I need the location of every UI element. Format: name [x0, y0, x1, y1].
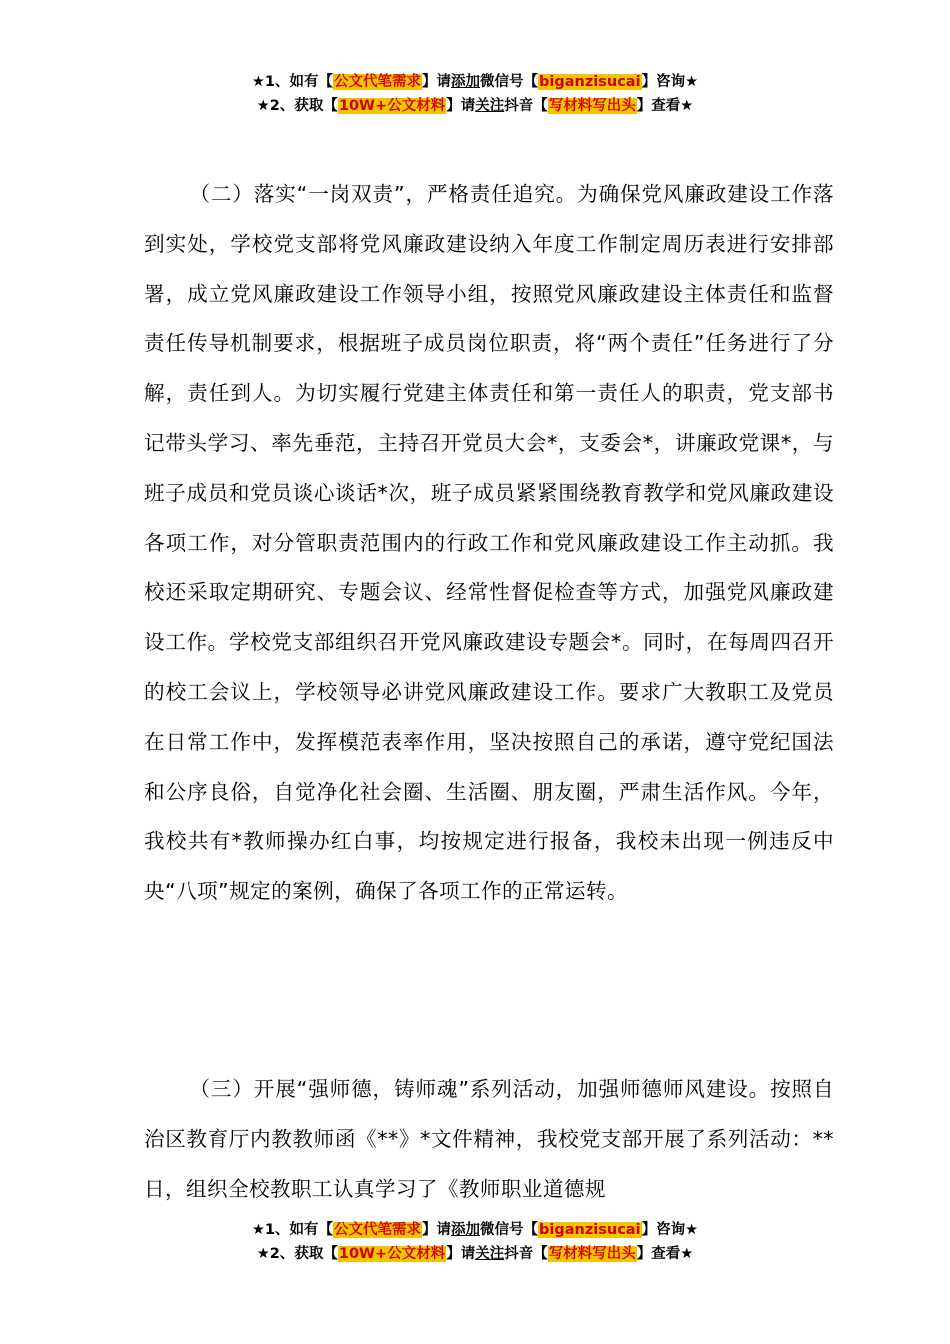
banner-line-1 [0, 70, 950, 94]
highlight-wechat-id: biganzisucai [539, 74, 641, 90]
banner-underlined: 关注 [475, 1246, 505, 1262]
highlight-douyin: 写材料写出头 [548, 98, 636, 114]
header-banner [0, 70, 950, 118]
highlight-wechat-id: biganzisucai [539, 1222, 641, 1238]
banner-text: 】查看★ [636, 1246, 694, 1262]
banner-line-2 [0, 1242, 950, 1266]
banner-line-2 [0, 94, 950, 118]
banner-underlined: 添加 [451, 74, 481, 90]
highlight-materials: 10W+公文材料 [338, 98, 446, 114]
paragraph-text: （三）开展“强师德，铸师魂”系列活动，加强师德师风建设。按照自治区教育厅内教教师函《**》*文件精神，我校党支部开展了系列活动：**日，组织全校教职工认真学习了《教师职业道德规 [144, 1077, 834, 1201]
banner-text: ★1、如有【 [251, 74, 334, 90]
banner-text: 】咨询★ [641, 74, 699, 90]
highlight-douyin: 写材料写出头 [548, 1246, 636, 1262]
banner-text: 微信号【 [480, 1222, 539, 1238]
banner-text: 】查看★ [636, 98, 694, 114]
banner-text: 】请 [422, 1222, 452, 1238]
paragraph-text: （二）落实“一岗双责”，严格责任追究。为确保党风廉政建设工作落到实处，学校党支部将党风廉政建设纳入年度工作制定周历表进行安排部署，成立党风廉政建设工作领导小组，按照党风廉政建设主体责任和监督责任传导机制要求，根据班子成员岗位职责，将“两个责任”任务进行了分解，责任到人。为切实履行党建主体责任和第一责任人的职责，党支部书记带头学习、率先垂范，主持召开党员大会*，支委会*，讲廉政党课*，与班子成员和党员谈心谈话*次，班子成员紧紧围绕教育教学和党风廉政建设各项工作，对分管职责范围内的行政工作和党风廉政建设工作主动抓。我校还采取定期研究、专题会议、经常性督促检查等方式，加强党风廉政建设工作。学校党支部组织召开党风廉政建设专题会*。同时，在每周四召开的校工会议上，学校领导必讲党风廉政建设工作。要求广大教职工及党员在日常工作中，发挥模范表率作用，坚决按照自己的承诺，遵守党纪国法和公序良俗，自觉净化社会圈、生活圈、朋友圈，严肃生活作风。今年，我校共有*教师操办红白事，均按规定进行报备，我校未出现一例违反中央“八项”规定的案例，确保了各项工作的正常运转。 [144, 182, 834, 904]
banner-text: 微信号【 [480, 74, 539, 90]
banner-line-1 [0, 1218, 950, 1242]
banner-text: 】咨询★ [641, 1222, 699, 1238]
body-paragraph-2 [144, 170, 834, 917]
banner-text: 】请 [446, 98, 476, 114]
highlight-materials: 10W+公文材料 [338, 1246, 446, 1262]
banner-text: 】请 [446, 1246, 476, 1262]
banner-text: ★1、如有【 [251, 1222, 334, 1238]
highlight-service: 公文代笔需求 [334, 74, 422, 90]
banner-underlined: 关注 [475, 98, 505, 114]
highlight-service: 公文代笔需求 [334, 1222, 422, 1238]
banner-text: 】请 [422, 74, 452, 90]
footer-banner [0, 1218, 950, 1266]
banner-text: 抖音【 [504, 1246, 548, 1262]
body-paragraph-3 [144, 1065, 834, 1214]
banner-text: ★2、获取【 [256, 98, 338, 114]
banner-underlined: 添加 [451, 1222, 481, 1238]
banner-text: 抖音【 [504, 98, 548, 114]
banner-text: ★2、获取【 [256, 1246, 338, 1262]
